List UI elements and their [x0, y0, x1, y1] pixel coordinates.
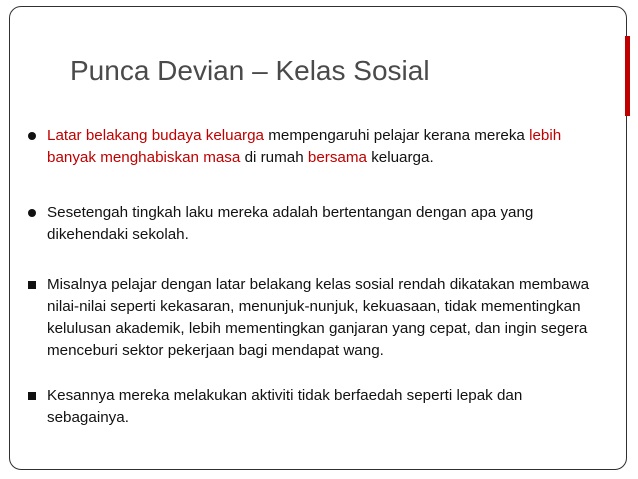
slide-title: Punca Devian – Kelas Sosial — [70, 55, 430, 86]
body-text: Sesetengah tingkah laku mereka adalah bertentangan dengan apa yang dikehendaki sekolah. — [47, 204, 534, 243]
highlight-text: Latar belakang budaya keluarga — [47, 127, 265, 144]
bullet-item — [47, 202, 607, 246]
body-text: keluarga. — [366, 149, 434, 166]
highlight-text: lebih banyak menghabiskan masa — [47, 127, 562, 166]
body-text: di rumah — [240, 149, 308, 166]
circle-bullet-icon — [28, 209, 36, 217]
square-bullet-icon — [28, 392, 36, 400]
body-text: mempengaruhi pelajar kerana mereka — [264, 127, 530, 144]
body-text: Misalnya pelajar dengan latar belakang kelas sosial rendah dikatakan membawa nilai-nilai seperti kekasaran, menunjuk-nunjuk, kekuasaan, tidak mementingkan kelulusan akademik, lebih mementingkan ganjaran yang cepat, dan ingin segera menceburi sektor pekerjaan bagi mendapat wang. — [47, 276, 590, 359]
bullet-item — [47, 274, 607, 362]
highlight-text: bersama — [307, 149, 367, 166]
bullet-item — [47, 385, 607, 429]
circle-bullet-icon — [28, 132, 36, 140]
square-bullet-icon — [28, 281, 36, 289]
body-text: Kesannya mereka melakukan aktiviti tidak berfaedah seperti lepak dan sebagainya. — [47, 387, 523, 426]
bullet-item — [47, 125, 607, 169]
